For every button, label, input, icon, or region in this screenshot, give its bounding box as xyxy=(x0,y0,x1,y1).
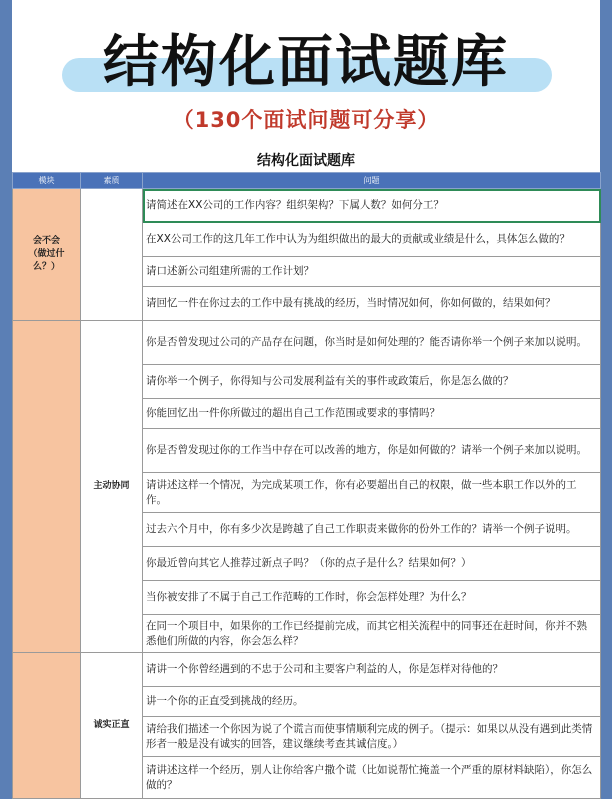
question-cell[interactable]: 请讲一个你曾经遇到的不忠于公司和主要客户利益的人，你是怎样对待他的？ xyxy=(143,653,601,687)
question-cell[interactable]: 请讲述这样一个情况，为完成某项工作，你有必要超出自己的权限，做一些本职工作以外的工作。 xyxy=(143,473,601,513)
title-banner xyxy=(12,0,600,100)
col-header-question: 问题 xyxy=(143,173,601,189)
quality-cell[interactable]: 诚实正直 xyxy=(81,653,143,799)
question-cell[interactable]: 请你举一个例子，你得知与公司发展利益有关的事件或政策后，你是怎么做的？ xyxy=(143,365,601,399)
module-cell[interactable] xyxy=(13,321,81,653)
table-body xyxy=(13,189,601,799)
question-table xyxy=(12,172,601,799)
page-subtitle: （130个面试问题可分享） xyxy=(172,108,440,132)
document-page xyxy=(12,0,600,791)
question-cell[interactable]: 请给我们描述一个你因为说了个谎言而使事情顺利完成的例子。（提示：如果以从没有遇到此类情形者一般是没有诚实的回答，建议继续考查其诚信度。） xyxy=(143,717,601,757)
col-header-quality: 素质 xyxy=(81,173,143,189)
module-cell[interactable] xyxy=(13,653,81,799)
question-cell[interactable]: 请简述在XX公司的工作内容？组织架构？下属人数？如何分工？ xyxy=(143,189,601,223)
question-cell[interactable]: 请回忆一件在你过去的工作中最有挑战的经历，当时情况如何，你如何做的，结果如何？ xyxy=(143,287,601,321)
quality-cell[interactable]: 主动协同 xyxy=(81,321,143,653)
question-cell[interactable]: 当你被安排了不属于自己工作范畴的工作时，你会怎样处理？为什么？ xyxy=(143,581,601,615)
table-row xyxy=(13,321,601,365)
question-cell[interactable]: 请口述新公司组建所需的工作计划？ xyxy=(143,257,601,287)
table-header-row xyxy=(13,173,601,189)
module-cell[interactable]: 会不会 （做过什 么？） xyxy=(13,189,81,321)
question-cell[interactable]: 你是否曾发现过你的工作当中存在可以改善的地方，你是如何做的？请举一个例子来加以说明。 xyxy=(143,429,601,473)
question-cell[interactable]: 你最近曾向其它人推荐过新点子吗？（你的点子是什么？结果如何？） xyxy=(143,547,601,581)
table-row xyxy=(13,653,601,687)
question-cell[interactable]: 过去六个月中，你有多少次是跨越了自己工作职责来做你的份外工作的？请举一个例子说明。 xyxy=(143,513,601,547)
col-header-module: 模块 xyxy=(13,173,81,189)
page-title: 结构化面试题库 xyxy=(103,30,509,95)
quality-cell[interactable] xyxy=(81,189,143,321)
question-cell[interactable]: 在同一个项目中，如果你的工作已经提前完成，而其它相关流程中的同事还在赶时间，你并不熟悉他们所做的内容，你会怎么样？ xyxy=(143,615,601,653)
question-cell[interactable]: 请讲述这样一个经历，别人让你给客户撒个谎（比如说帮忙掩盖一个严重的原材料缺陷），你怎么做的？ xyxy=(143,757,601,799)
table-row xyxy=(13,189,601,223)
question-cell[interactable]: 你能回忆出一件你所做过的超出自己工作范围或要求的事情吗？ xyxy=(143,399,601,429)
sheet-title: 结构化面试题库 xyxy=(257,153,355,169)
question-cell[interactable]: 讲一个你的正直受到挑战的经历。 xyxy=(143,687,601,717)
question-cell[interactable]: 在XX公司工作的这几年工作中认为为组织做出的最大的贡献或业绩是什么，具体怎么做的？ xyxy=(143,223,601,257)
question-cell[interactable]: 你是否曾发现过公司的产品存在问题，你当时是如何处理的？能否请你举一个例子来加以说明。 xyxy=(143,321,601,365)
